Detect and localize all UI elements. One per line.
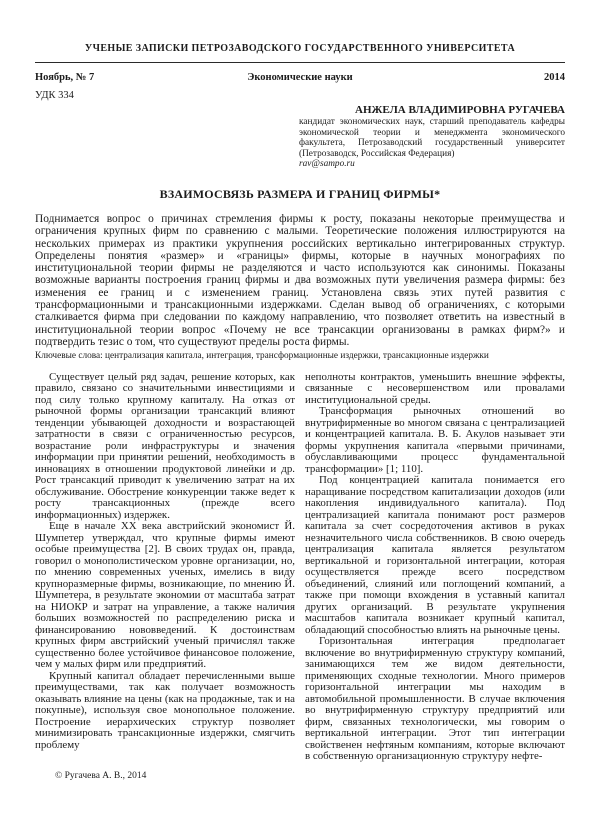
author-email: rav@sampo.ru	[299, 159, 355, 170]
section-label: Экономические науки	[247, 72, 353, 83]
paragraph: Горизонтальная интеграция предполагает включение во внутрифирменную структуру компаний, занимающихся тем же видом деятельности, применяющих сходные технологии. Много примеров горизонтальной интеграции мы находим в автомобильной промышленности. В случае включения во внутрифирменную структуру предприятий или фирм, связанных технологически, мы говорим о вертикальной интеграции. Этот тип интеграции свойственен нефтяным компаниям, которые включают в собственную организационную структуру нефте-	[305, 635, 565, 763]
copyright-note: © Ругачева А. В., 2014	[55, 771, 147, 781]
paragraph: Крупный капитал обладает перечисленными выше преимуществами, так как получает возможность оказывать влияние на цены (как на продажные, так и на покупные), используя свое монопольное положение. Построение иерархических структур позволяет минимизировать трансакционные издержки, смягчить проблему	[35, 669, 295, 751]
paragraph: Под концентрацией капитала понимается его наращивание посредством капитализации доходов (или накопления индивидуального капитала). Под централизацией капитала понимают рост размеров капитала за счет сосредоточения активов в руках незначительного числа собственников. В свою очередь централизация капитала является результатом вертикальной и горизонтальной интеграции, которая осуществляется прежде всего посредством объединений, слияний или поглощений компаний, а также при помощи вхождения в уставный капитал других организаций. В результате укрупнения масштабов капитала возникает крупный капитал, обладающий способностью влиять на рыночные цены.	[305, 474, 565, 636]
udc-label: УДК 334	[35, 90, 74, 101]
article-abstract: Поднимается вопрос о причинах стремления фирмы к росту, показаны некоторые преимущества и ограничения крупных фирм по сравнению с малыми. Теоретические положения иллюстрируются на нескольких примерах из практики укрупнения российских вертикально интегрированных структур. Определены понятия «размер» и «границы» фирмы, которые в научных монографиях по институциональной теории фирмы не разделяются и часто используются как синонимы. Показаны возможные варианты построения границ фирмы и два возможных пути увеличения размера фирмы: без изменения ее границ и с изменением границ. Установлена связь этих путей развития с трансформационными и трансакционными издержками. Сделан вывод об ограничениях, с которыми сталкивается фирма при следовании по каждому направлению, что позволяет ответить на известный в институциональной теории вопрос «Почему не все трансакции организованы в рамках фирм?» и подтвердить тезис о том, что существуют пределы роста фирмы.	[35, 212, 565, 348]
paragraph: Еще в начале XX века австрийский экономист Й. Шумпетер утверждал, что крупные фирмы имеют особые преимущества [2]. В своих трудах он, правда, говорил о монополистическом уровне организации, но, по мнению современных ученых, имелись в виду крупноразмерные фирмы, возникающие, по мнению Й. Шумпетера, в результате экономии от масштаба затрат на НИОКР и затрат на управление, а также наличия больших возможностей по распределению риска и финансированию нововведений. К достоинствам крупных фирм австрийский ученый причислял также существенно более устойчивое финансовое положение, чем у малых фирм или предприятий.	[35, 520, 295, 671]
article-keywords: Ключевые слова: централизация капитала, интеграция, трансформационные издержки, трансакционные издержки	[35, 351, 489, 362]
year-label: 2014	[543, 72, 565, 83]
header-rule	[35, 62, 565, 63]
paragraph: Трансформация рыночных отношений во внутрифирменные во многом связана с централизацией и концентрацией капитала. В. Б. Акулов называет эти формы укрупнения капитала «первыми причинами, обуславливающими процесс фундаментальной трансформации» [1; 110].	[305, 405, 565, 475]
right-column	[305, 372, 565, 763]
author-block	[299, 104, 565, 170]
issue-label: Ноябрь, № 7	[35, 72, 95, 83]
author-affiliation: кандидат экономических наук, старший преподаватель кафедры экономической теории и менеджмента экономического факультета, Петрозаводский государственный университет (Петрозаводск, Российская Федерация)	[299, 117, 565, 159]
article-title: ВЗАИМОСВЯЗЬ РАЗМЕРА И ГРАНИЦ ФИРМЫ*	[159, 186, 441, 201]
author-name: АНЖЕЛА ВЛАДИМИРОВНА РУГАЧЕВА	[355, 104, 565, 116]
journal-title: УЧЕНЫЕ ЗАПИСКИ ПЕТРОЗАВОДСКОГО ГОСУДАРСТВЕННОГО УНИВЕРСИТЕТА	[84, 43, 516, 54]
issue-row	[35, 72, 565, 83]
left-column	[35, 372, 295, 763]
paragraph: неполноты контрактов, уменьшить внешние эффекты, связанные с несовершенством или провалами институциональной среды.	[305, 370, 565, 406]
paragraph: Существует целый ряд задач, решение которых, как правило, связано со значительными инвестициями и под силу только крупному капиталу. На отказ от рыночной формы организации трансакций влияют тенденции убывающей доходности и возрастающей затратности в связи с ограниченностью ресурсов, возрастание роли инфраструктуры и значения информации при принятии решений, необходимость в инновациях в отношении продуктовой линейки и др. Рост трансакций приводит к увеличению затрат на их обслуживание. Обострение конкуренции также ведет к росту трансакционных (прежде всего информационных) издержек.	[35, 370, 295, 521]
body-columns	[35, 372, 565, 763]
